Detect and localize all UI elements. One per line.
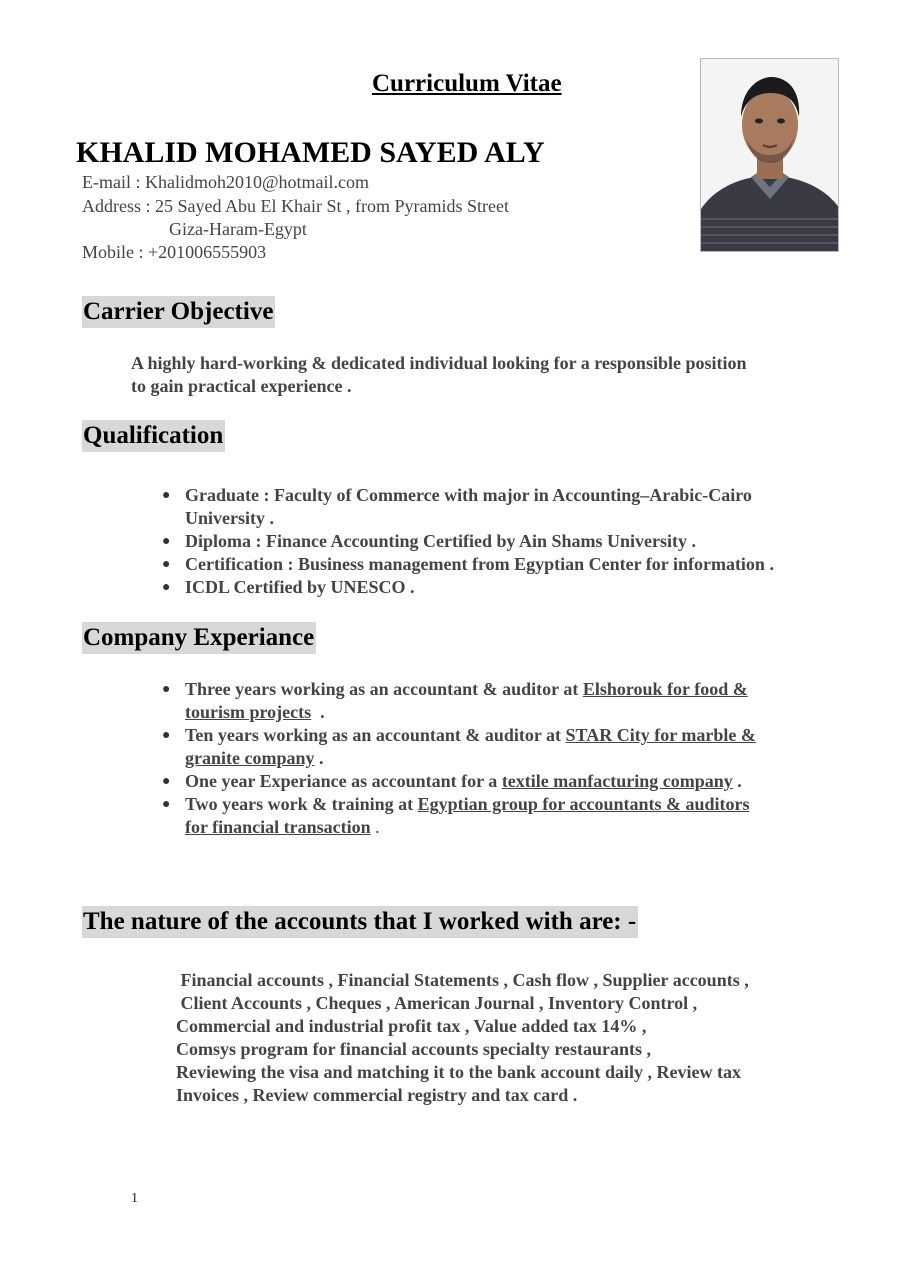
- experience-text: Ten years working as an accountant & auditor at: [185, 725, 566, 745]
- experience-text: Two years work & training at: [185, 794, 418, 814]
- person-photo-icon: [701, 59, 839, 252]
- bullet-icon: ●: [162, 774, 171, 789]
- bullet-icon: ●: [162, 580, 171, 595]
- list-item: [162, 793, 862, 839]
- bullet-icon: ●: [162, 728, 171, 743]
- address-line-1: Address : 25 Sayed Abu El Khair St , from Pyramids Street: [82, 196, 509, 216]
- qualification-text: ICDL Certified by UNESCO .: [185, 577, 415, 597]
- list-item: [162, 576, 862, 599]
- experience-text: One year Experiance as accountant for a: [185, 771, 502, 791]
- bullet-icon: ●: [162, 682, 171, 697]
- qualification-text-cont: University .: [185, 508, 274, 528]
- experience-heading: Company Experiance: [82, 622, 316, 654]
- accounts-line: Comsys program for financial accounts specialty restaurants ,: [176, 1039, 651, 1059]
- document-title: Curriculum Vitae: [372, 70, 562, 97]
- bullet-icon: ●: [162, 797, 171, 812]
- experience-text-end: .: [370, 817, 380, 837]
- address-line-2: Giza-Haram-Egypt: [169, 219, 307, 239]
- experience-text-end: .: [311, 702, 325, 722]
- company-name: STAR City for marble &: [565, 725, 756, 745]
- company-name-cont: granite company: [185, 748, 315, 768]
- accounts-line: Reviewing the visa and matching it to the bank account daily , Review tax: [176, 1062, 742, 1082]
- experience-text: Three years working as an accountant & auditor at: [185, 679, 583, 699]
- company-name-cont: for financial transaction: [185, 817, 371, 837]
- page-number: 1: [131, 1191, 138, 1206]
- accounts-paragraph: [176, 969, 749, 1107]
- list-item: [162, 678, 862, 724]
- list-item: [162, 530, 862, 553]
- experience-list: [162, 678, 862, 839]
- profile-photo: [700, 58, 839, 252]
- accounts-line: Client Accounts , Cheques , American Journal , Inventory Control ,: [176, 993, 698, 1013]
- list-item: [162, 770, 862, 793]
- objective-heading: Carrier Objective: [82, 296, 275, 328]
- accounts-heading: The nature of the accounts that I worked with are: -: [82, 906, 638, 938]
- company-name: Egyptian group for accountants & auditors: [417, 794, 750, 814]
- company-name: Elshorouk for food &: [582, 679, 748, 699]
- list-item: [162, 724, 862, 770]
- mobile-line: Mobile : +201006555903: [82, 242, 267, 262]
- company-name-cont: tourism projects: [185, 702, 312, 722]
- qualification-list: [162, 484, 862, 599]
- bullet-icon: ●: [162, 488, 171, 503]
- accounts-line: Commercial and industrial profit tax , Value added tax 14% ,: [176, 1016, 647, 1036]
- list-item: [162, 553, 862, 576]
- objective-line-2: to gain practical experience .: [131, 376, 352, 396]
- bullet-icon: ●: [162, 534, 171, 549]
- qualification-heading: Qualification: [82, 420, 225, 452]
- accounts-line: Invoices , Review commercial registry and tax card .: [176, 1085, 578, 1105]
- objective-line-1: A highly hard-working & dedicated individual looking for a responsible position: [131, 353, 747, 373]
- email-line: E-mail : Khalidmoh2010@hotmail.com: [82, 172, 370, 192]
- qualification-text: Diploma : Finance Accounting Certified by Ain Shams University .: [185, 531, 697, 551]
- qualification-text: Graduate : Faculty of Commerce with major in Accounting–Arabic-Cairo: [185, 485, 752, 505]
- experience-text-end: .: [732, 771, 742, 791]
- accounts-line: Financial accounts , Financial Statements , Cash flow , Supplier accounts ,: [176, 970, 749, 990]
- qualification-text: Certification : Business management from Egyptian Center for information .: [185, 554, 774, 574]
- applicant-name: KHALID MOHAMED SAYED ALY: [76, 136, 545, 169]
- bullet-icon: ●: [162, 557, 171, 572]
- company-name: textile manfacturing company: [501, 771, 733, 791]
- experience-text-end: .: [314, 748, 324, 768]
- list-item: [162, 484, 862, 530]
